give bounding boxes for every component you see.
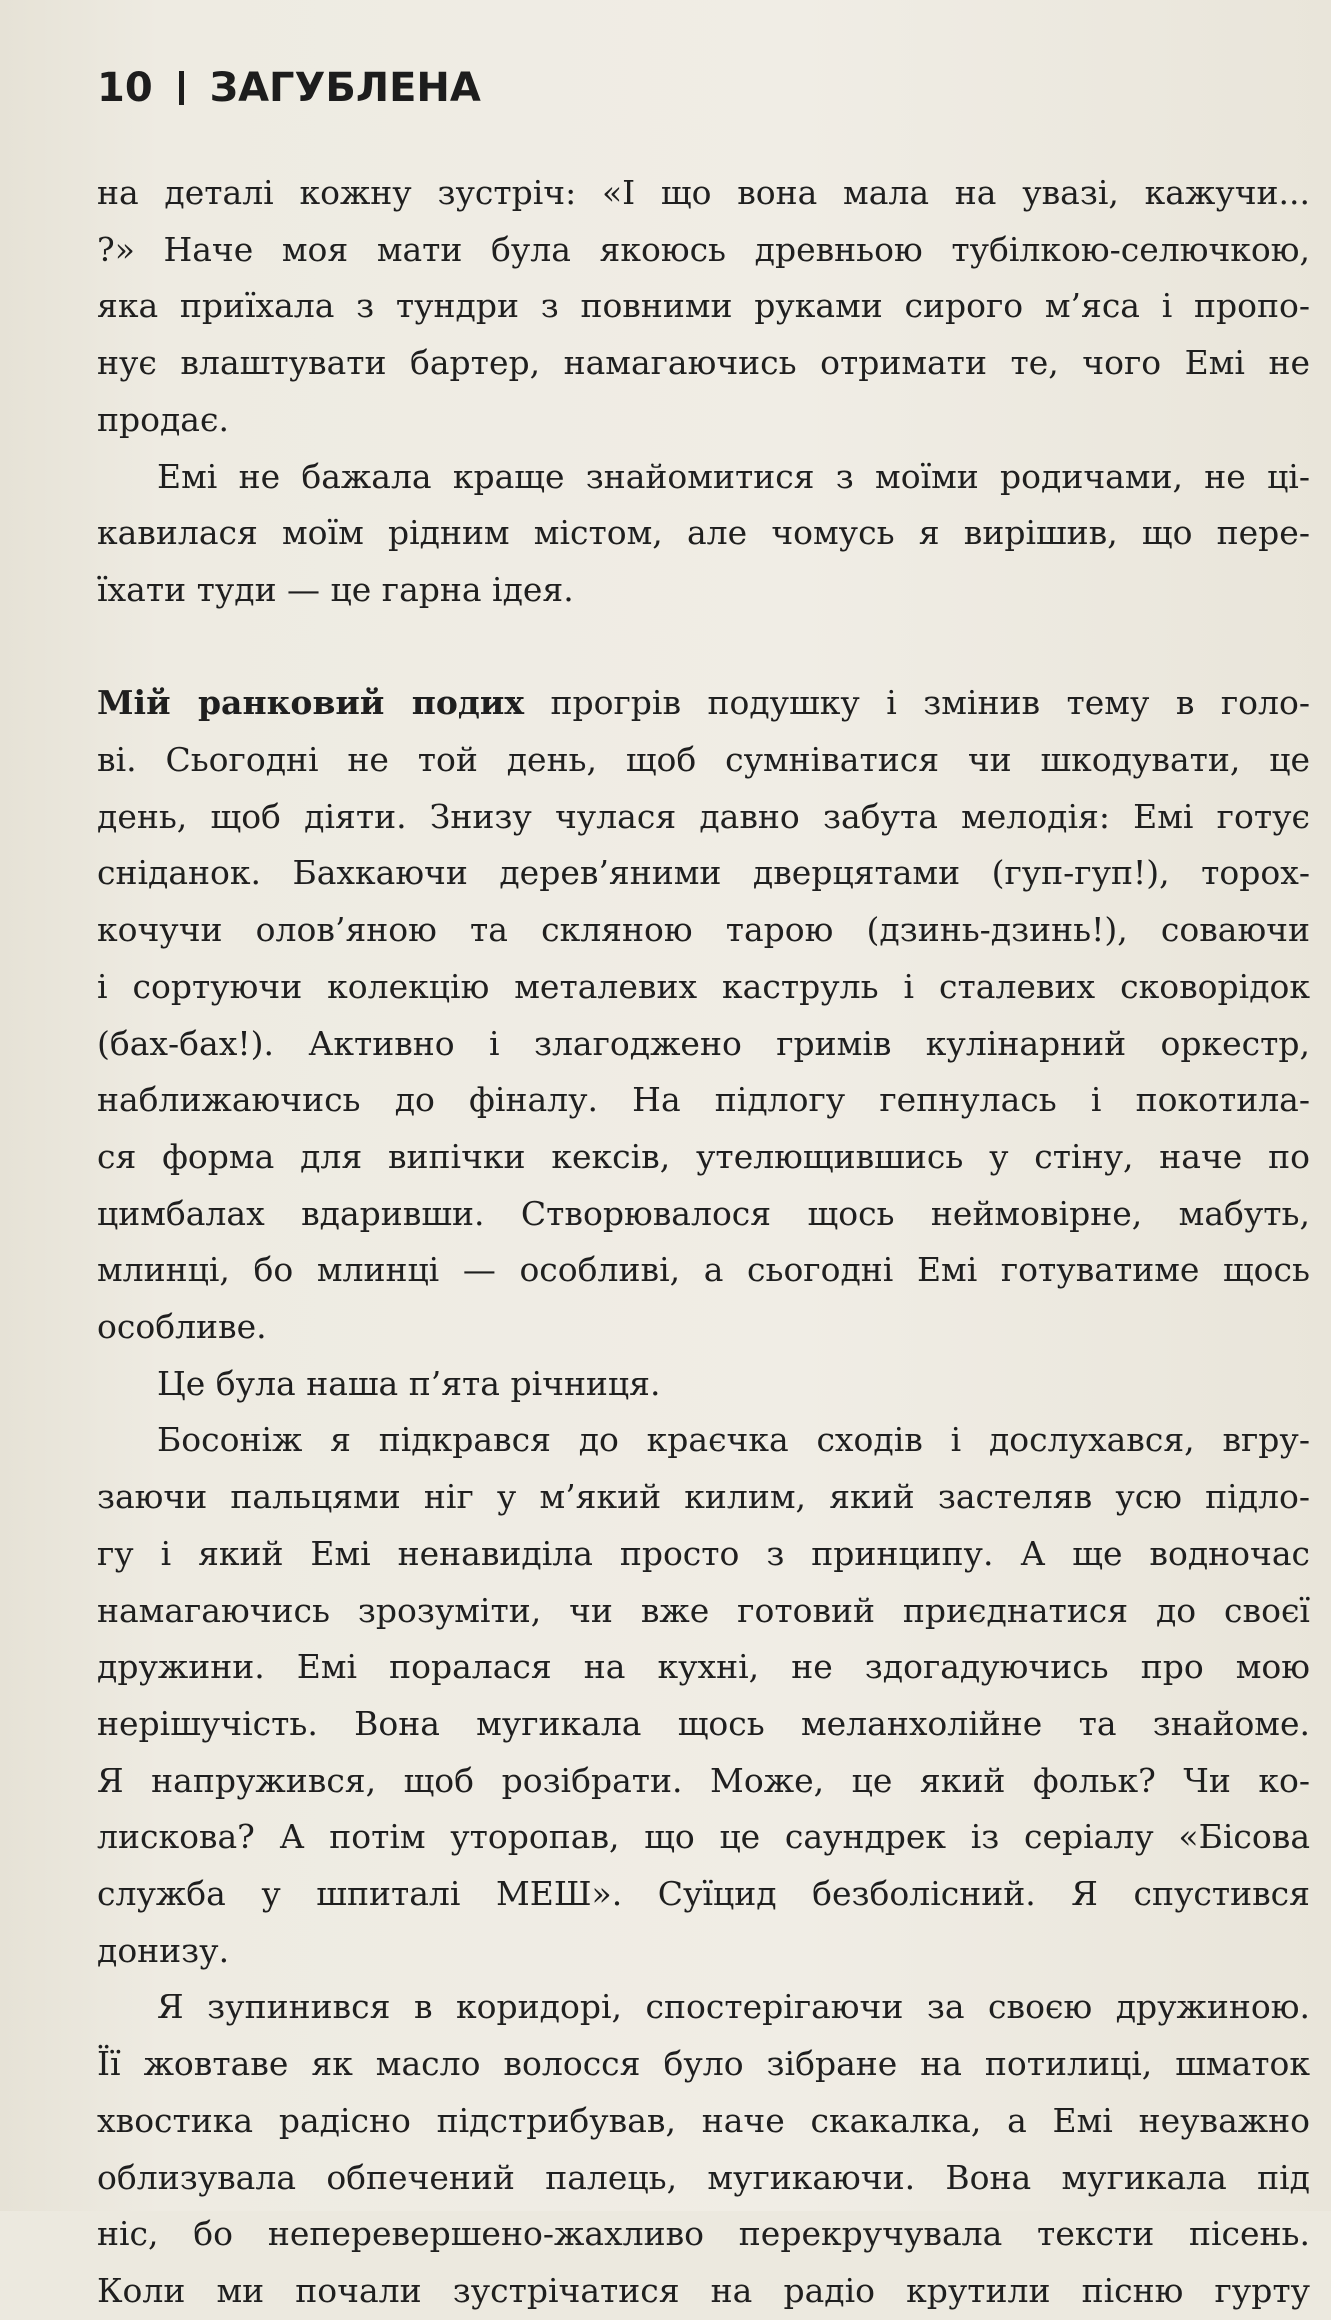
paragraph: [97, 1356, 1310, 1413]
text-line: лискова? А потім уторопав, що це саундрек із серіалу «Бісова: [97, 1817, 1310, 1857]
text-line: продає.: [97, 399, 229, 439]
page-number: 10: [97, 65, 153, 111]
text-line: яка приїхала з тундри з повними руками сирого м’яса і пропо-: [97, 286, 1310, 326]
text-line: хвостика радісно підстрибував, наче скакалка, а Емі неуважно: [97, 2100, 1310, 2140]
text-line: цимбалах вдаривши. Створювалося щось неймовірне, мабуть,: [97, 1193, 1310, 1233]
text-line: [97, 675, 1310, 732]
text-line: Босоніж я підкрався до краєчка сходів і дослухався, вгру-: [157, 1420, 1310, 1460]
body-text: [97, 165, 1310, 2320]
book-title: ЗАГУБЛЕНА: [209, 65, 481, 111]
text-line: Це була наша п’ята річниця.: [157, 1363, 661, 1403]
paragraph: [97, 165, 1310, 449]
text-line: (бах-бах!). Активно і злагоджено гримів кулінарний оркестр,: [97, 1023, 1310, 1063]
text-line: ві. Сьогодні не той день, щоб сумніватися чи шкодувати, це: [97, 740, 1310, 780]
paragraph: [97, 1979, 1310, 2319]
text-line: млинці, бо млинці — особливі, а сьогодні Емі готуватиме щось: [97, 1250, 1310, 1290]
text-line: їхати туди — це гарна ідея.: [97, 569, 574, 609]
text-line: ніс, бо неперевершено-жахливо перекручувала тексти пісень.: [97, 2214, 1310, 2254]
paragraph: [97, 449, 1310, 619]
text-line: служба у шпиталі МЕШ». Суїцид безболісний. Я спустився: [97, 1874, 1310, 1914]
text-line: на деталі кожну зустріч: «І що вона мала на увазі, кажучи...: [97, 173, 1310, 212]
running-head: [97, 58, 481, 118]
section-lead-in: Мій ранковий подих: [97, 683, 525, 723]
text-line: дружини. Емі поралася на кухні, не здогадуючись про мою: [97, 1647, 1310, 1687]
text-line: ?» Наче моя мати була якоюсь древньою тубілкою-селючкою,: [97, 229, 1310, 269]
lead-in-line-rest: прогрів подушку і змінив тему в голо-: [524, 683, 1310, 723]
text-line: намагаючись зрозуміти, чи вже готовий приєднатися до своєї: [97, 1590, 1310, 1630]
text-line: кочучи олов’яною та скляною тарою (дзинь-дзинь!), соваючи: [97, 910, 1310, 950]
text-line: донизу.: [97, 1930, 230, 1970]
text-line: заючи пальцями ніг у м’який килим, який застеляв усю підло-: [97, 1477, 1310, 1517]
header-separator: [179, 71, 184, 105]
text-line: наближаючись до фіналу. На підлогу гепнулась і покотила-: [97, 1080, 1310, 1120]
paragraph: [97, 1412, 1310, 1979]
paragraph: [97, 675, 1310, 1355]
text-line: Я зупинився в коридорі, спостерігаючи за своєю дружиною.: [157, 1987, 1310, 2027]
text-line: нерішучість. Вона мугикала щось меланхолійне та знайоме.: [97, 1703, 1310, 1743]
text-line: гу і який Емі ненавиділа просто з принципу. А ще водночас: [97, 1533, 1310, 1573]
text-line: Її жовтаве як масло волосся було зібране на потилиці, шматок: [97, 2044, 1310, 2084]
text-line: кавилася моїм рідним містом, але чомусь я вирішив, що пере-: [97, 513, 1310, 553]
text-line: сніданок. Бахкаючи дерев’яними дверцятами (гуп-гуп!), торох-: [97, 853, 1310, 893]
text-line: Я напружився, щоб розібрати. Може, це який фольк? Чи ко-: [97, 1760, 1310, 1800]
text-line: день, щоб діяти. Знизу чулася давно забута мелодія: Емі готує: [97, 796, 1310, 836]
text-line: і сортуючи колекцію металевих каструль і сталевих сковорідок: [97, 966, 1310, 1006]
text-line: ся форма для випічки кексів, утелющившись у стіну, наче по: [97, 1136, 1310, 1176]
text-line: особливе.: [97, 1307, 267, 1347]
text-line: Коли ми почали зустрічатися на радіо крутили пісню гурту: [97, 2271, 1310, 2310]
text-line: Емі не бажала краще знайомитися з моїми родичами, не ці-: [157, 456, 1310, 496]
text-line: нує влаштувати бартер, намагаючись отримати те, чого Емі не: [97, 343, 1310, 383]
text-line: облизувала обпечений палець, мугикаючи. Вона мугикала під: [97, 2157, 1310, 2197]
